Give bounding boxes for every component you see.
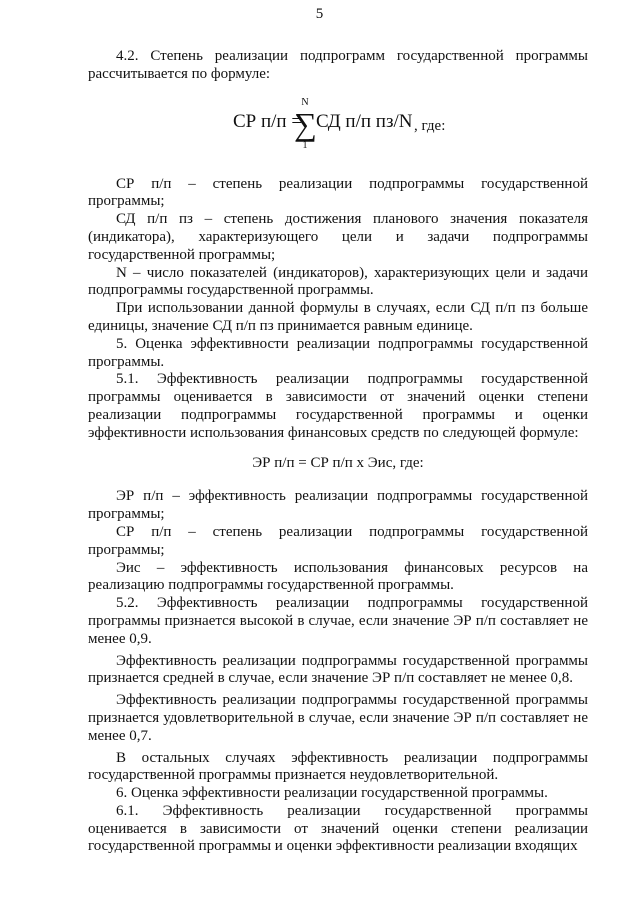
- definition-er-pp: ЭР п/п – эффективность реализации подпрограммы государственной программы;: [88, 488, 588, 523]
- sum-upper-limit: N: [301, 96, 309, 108]
- definition-eis: Эис – эффективность использования финансовых ресурсов на реализацию подпрограммы государственной программы.: [88, 559, 588, 594]
- paragraph-medium-efficiency: Эффективность реализации подпрограммы государственной программы признается средней в случае, если значение ЭР п/п составляет не менее 0,8.: [88, 652, 588, 687]
- paragraph-5-1: 5.1. Эффективность реализации подпрограммы государственной программы оценивается в зависимости от значений оценки степени реализации подпрограммы государственной программы и оценки эффективности использования финансовых средств по следующей формуле:: [88, 371, 588, 441]
- definition-cp-pp-2: СР п/п – степень реализации подпрограммы государственной программы;: [88, 523, 588, 558]
- paragraph-5-2: 5.2. Эффективность реализации подпрограммы государственной программы признается высокой в случае, если значение ЭР п/п составляет не менее 0,9.: [88, 595, 588, 647]
- paragraph-6-1: 6.1. Эффективность реализации государственной программы оценивается в зависимости от значений оценки степени реализации государственной программы и оценки эффективности реализации входящих: [88, 802, 588, 855]
- summation-sign: [294, 98, 316, 152]
- definition-n: N – число показателей (индикаторов), характеризующих цели и задачи подпрограммы государственной программы.: [88, 264, 588, 299]
- definition-cp-pp: СР п/п – степень реализации подпрограммы государственной программы;: [88, 175, 588, 210]
- formula-tail: , где:: [414, 117, 446, 134]
- section-5-heading: 5. Оценка эффективности реализации подпрограммы государственной программы.: [88, 335, 588, 370]
- paragraph-satisfactory-efficiency: Эффективность реализации подпрограммы государственной программы признается удовлетворительной в случае, если значение ЭР п/п составляет не менее 0,7.: [88, 692, 588, 744]
- paragraph-4-2: 4.2. Степень реализации подпрограмм государственной программы рассчитывается по формуле:: [88, 48, 588, 82]
- paragraph-formula-note: При использовании данной формулы в случаях, если СД п/п пз больше единицы, значение СД п/п пз принимается равным единице.: [88, 300, 588, 334]
- formula-lhs: СР п/п =: [233, 110, 303, 132]
- formula-rhs: СД п/п пз/N: [316, 110, 413, 132]
- definition-cd-pp-pz: СД п/п пз – степень достижения планового значения показателя (индикатора), характеризующего цели и задачи подпрограммы государственной программы;: [88, 211, 588, 263]
- page-number: 5: [315, 6, 324, 22]
- formula-cp-pp: [88, 90, 588, 168]
- sum-symbol: ∑: [294, 105, 317, 142]
- sum-lower-limit: 1: [302, 139, 308, 151]
- formula-er-pp: ЭР п/п = СР п/п х Эис, где:: [252, 454, 424, 471]
- document-body: [88, 48, 588, 856]
- section-6-heading: 6. Оценка эффективности реализации государственной программы.: [116, 785, 548, 802]
- paragraph-unsatisfactory-efficiency: В остальных случаях эффективность реализации подпрограммы государственной программы признается неудовлетворительной.: [88, 749, 588, 784]
